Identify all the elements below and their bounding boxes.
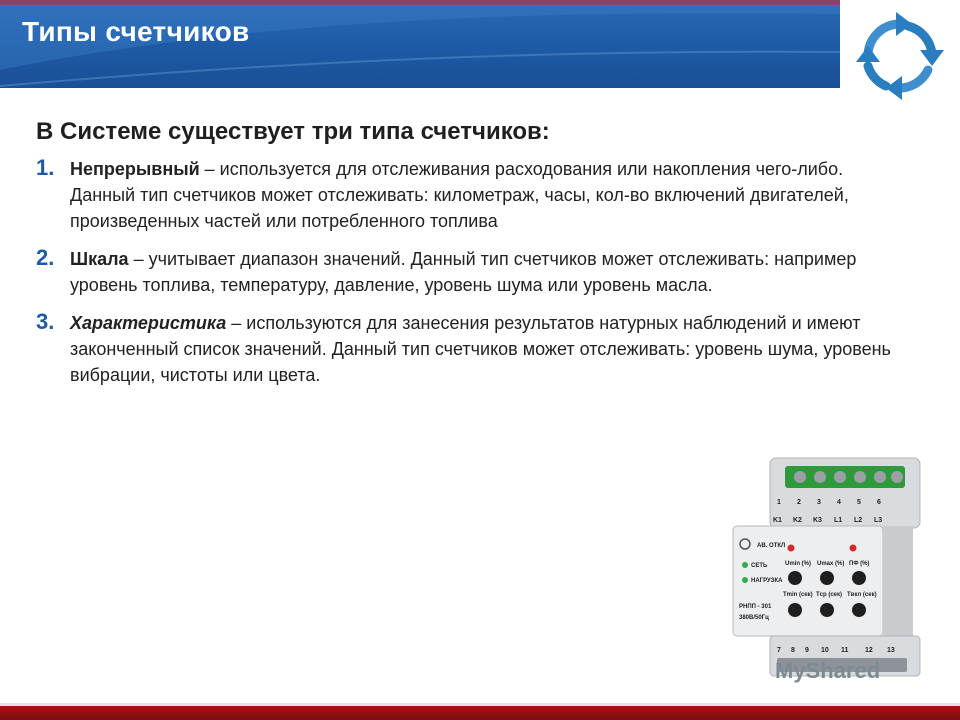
knob-label: Umax (%) (817, 561, 845, 567)
alarm-led-icon (788, 545, 795, 552)
knob-icon (820, 571, 834, 585)
terminal-number: 8 (791, 647, 795, 654)
knob-label: ПФ (%) (849, 561, 870, 567)
knob-label: Tвкл (сек) (847, 592, 877, 598)
load-led-icon (742, 577, 748, 583)
recycle-arrows-icon (840, 0, 960, 112)
terminal-number: 6 (877, 499, 881, 506)
footer-divider (0, 703, 960, 706)
list-item-text (70, 310, 910, 388)
list-item (36, 310, 916, 388)
terminal-label: K1 (773, 517, 782, 524)
term: Непрерывный (70, 159, 200, 179)
description: – используются для занесения результатов натурных наблюдений и имеют законченный список значений. Данный тип счетчиков может отслеживать: уровень шума, уровень вибрации, чистоты или цвета. (70, 313, 891, 385)
list-item-text (70, 246, 910, 298)
knob-label: Tср (сек) (816, 592, 843, 598)
section-heading: В Системе существует три типа счетчиков: (36, 118, 550, 145)
terminal-number: 1 (777, 499, 781, 506)
terminal-number: 7 (777, 647, 781, 654)
label-network: СЕТЬ (751, 563, 768, 569)
term: Шкала (70, 249, 129, 269)
terminal-label: L2 (854, 517, 863, 524)
terminal-number: 4 (837, 499, 841, 506)
term: Характеристика (70, 313, 227, 333)
terminal-number: 2 (797, 499, 801, 506)
description: – используется для отслеживания расходования или накопления чего-либо. Данный тип счетчиков может отслеживать: километраж, часы, кол-во включений двигателей, произведенных частей или потребленного топлива (70, 159, 849, 231)
knob-icon (852, 603, 866, 617)
watermark: MyShared (775, 658, 881, 683)
rating-label: 380В/50Гц (739, 615, 769, 621)
description: – учитывает диапазон значений. Данный тип счетчиков может отслеживать: например уровень топлива, температуру, давление, уровень шума или уровень масла. (70, 249, 857, 295)
page-title: Типы счетчиков (22, 16, 250, 47)
knob-label: Umin (%) (785, 561, 811, 567)
logo (840, 0, 960, 112)
label-load: НАГРУЗКА (751, 578, 783, 584)
list-item (36, 156, 916, 234)
title-bar (0, 0, 960, 88)
knob-icon (788, 603, 802, 617)
knob-icon (788, 571, 802, 585)
terminal-number: 5 (857, 499, 861, 506)
main-content (36, 118, 916, 400)
list-number: 1. (36, 155, 55, 180)
list-item-text (70, 156, 910, 234)
list-item (36, 246, 916, 298)
terminal-number: 12 (865, 647, 873, 654)
terminal-label: K2 (793, 517, 802, 524)
list-number: 3. (36, 309, 55, 334)
knob-icon (852, 571, 866, 585)
model-label: РНПП - 301 (739, 604, 772, 610)
terminal-label: K3 (813, 517, 822, 524)
terminal-label: L1 (834, 517, 843, 524)
terminal-number: 3 (817, 499, 821, 506)
knob-label: Tmin (сек) (783, 592, 813, 598)
label-alarm: АВ. ОТКЛ (757, 543, 786, 549)
terminal-label: L3 (874, 517, 883, 524)
knob-icon (820, 603, 834, 617)
footer-bar (0, 703, 960, 720)
terminal-number: 9 (805, 647, 809, 654)
terminal-number: 11 (841, 647, 849, 654)
list-number: 2. (36, 245, 55, 270)
terminal-number: 10 (821, 647, 829, 654)
alarm-led-icon (850, 545, 857, 552)
terminal-number: 13 (887, 647, 895, 654)
network-led-icon (742, 562, 748, 568)
